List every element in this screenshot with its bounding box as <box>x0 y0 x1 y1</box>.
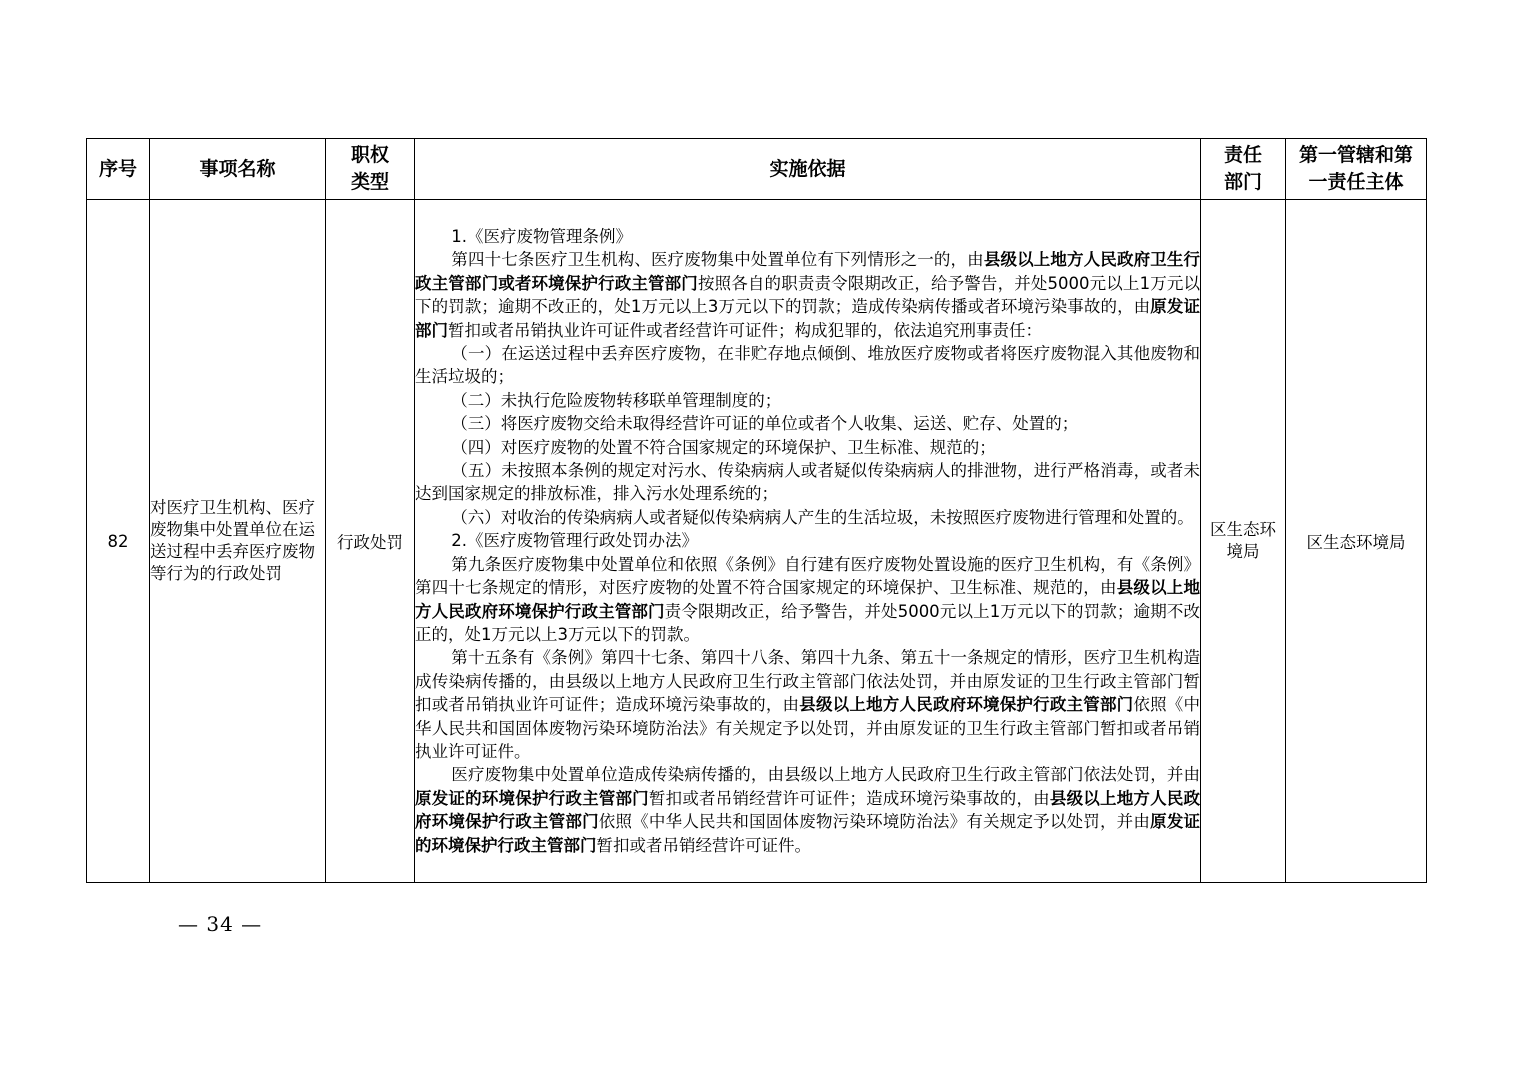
page-number: — 34 — <box>178 912 263 936</box>
header-item-name: 事项名称 <box>150 139 326 200</box>
basis-text: 依照《中华人民共和国固体废物污染环境防治法》有关规定予以处罚，并由 <box>598 812 1151 832</box>
basis-article-47 <box>415 248 1200 342</box>
cell-dept-text: 区生态环境局 <box>1209 520 1276 561</box>
header-power-type-text: 职权类型 <box>350 144 389 193</box>
header-first-subject-text: 第一管辖和第一责任主体 <box>1298 144 1413 193</box>
basis-clause-5: （五）未按照本条例的规定对污水、传染病病人或者疑似传染病病人的排泄物，进行严格消毒，或者未达到国家规定的排放标准，排入污水处理系统的； <box>415 461 1200 504</box>
basis-text: 按照各自的职责责令限期改正，给予警告，并处5000元以上1万元以下的罚款；逾期不改正的，处1万元以上3万元以下的罚款；造成传染病传播或者环境污染事故的，由 <box>415 273 1201 317</box>
basis-text: 医疗废物集中处置单位造成传染病传播的，由县级以上地方人民政府卫生行政主管部门依法处罚，并由 <box>451 765 1200 785</box>
basis-bold-text: 县级以上地方人民政府环境保护行政主管部门 <box>415 578 1201 621</box>
basis-text: 依照《中华人民共和国固体废物污染环境防治法》有关规定予以处罚，并由原发证的卫生行政主管部门暂扣或者吊销执业许可证件。 <box>415 695 1201 761</box>
basis-bold-text: 原发证的环境保护行政主管部门 <box>415 812 1201 855</box>
basis-law-title-2: 2.《医疗废物管理行政处罚办法》 <box>451 531 699 551</box>
basis-bold-text: 县级以上地方人民政府环境保护行政主管部门 <box>415 788 1201 832</box>
basis-clause-6: （六）对收治的传染病病人或者疑似传染病病人产生的生活垃圾，未按照医疗废物进行管理和处置的。 <box>451 507 1194 527</box>
header-power-type <box>326 139 415 200</box>
basis-article-15-cont <box>415 763 1200 857</box>
basis-text: 第四十七条医疗卫生机构、医疗废物集中处置单位有下列情形之一的，由 <box>451 250 984 270</box>
basis-bold-text: 县级以上地方人民政府环境保护行政主管部门 <box>799 695 1134 715</box>
basis-bold-text: 原发证的环境保护行政主管部门 <box>415 788 649 808</box>
cell-seq: 82 <box>87 200 150 883</box>
basis-article-9 <box>415 553 1200 647</box>
table-header-row <box>87 139 1427 200</box>
cell-first-subject: 区生态环境局 <box>1286 200 1427 883</box>
basis-text: 第九条医疗废物集中处置单位和依照《条例》自行建有医疗废物处置设施的医疗卫生机构，有《条例》第四十七条规定的情形，对医疗废物的处置不符合国家规定的环境保护、卫生标准、规范的，由 <box>415 554 1200 598</box>
cell-item-name: 对医疗卫生机构、医疗废物集中处置单位在运送过程中丢弃医疗废物等行为的行政处罚 <box>150 200 326 883</box>
penalty-table <box>86 138 1427 883</box>
basis-bold-text: 县级以上地方人民政府卫生行政主管部门或者环境保护行政主管部门 <box>415 250 1201 293</box>
basis-text: 责令限期改正，给予警告，并处5000元以上1万元以下的罚款；逾期不改正的，处1万元以上3万元以下的罚款。 <box>415 601 1200 644</box>
basis-law-title-1: 1.《医疗废物管理条例》 <box>451 227 633 247</box>
basis-text: 暂扣或者吊销执业许可证件或者经营许可证件；构成犯罪的，依法追究刑事责任： <box>448 320 1042 340</box>
basis-text: 暂扣或者吊销经营许可证件。 <box>596 835 811 855</box>
cell-basis <box>415 200 1201 883</box>
basis-text: 第十五条有《条例》第四十七条、第四十八条、第四十九条、第五十一条规定的情形，医疗卫生机构造成传染病传播的，由县级以上地方人民政府卫生行政主管部门依法处罚，并由原发证的卫生行政主管部门暂扣或者吊销执业许可证件；造成环境污染事故的，由 <box>415 648 1200 715</box>
basis-text: 暂扣或者吊销经营许可证件；造成环境污染事故的，由 <box>648 788 1050 808</box>
basis-clause-2: （二）未执行危险废物转移联单管理制度的； <box>451 390 782 410</box>
cell-dept <box>1201 200 1286 883</box>
table-row <box>87 200 1427 883</box>
header-basis: 实施依据 <box>415 139 1201 200</box>
cell-power-type: 行政处罚 <box>326 200 415 883</box>
basis-clause-4: （四）对医疗废物的处置不符合国家规定的环境保护、卫生标准、规范的； <box>451 437 996 457</box>
header-dept <box>1201 139 1286 200</box>
basis-clause-1: （一）在运送过程中丢弃医疗废物，在非贮存地点倾倒、堆放医疗废物或者将医疗废物混入其他废物和生活垃圾的； <box>415 344 1200 387</box>
basis-article-15 <box>415 646 1200 763</box>
basis-bold-text: 原发证部门 <box>415 297 1201 340</box>
header-first-subject <box>1286 139 1427 200</box>
basis-clause-3: （三）将医疗废物交给未取得经营许可证的单位或者个人收集、运送、贮存、处置的； <box>451 414 1079 434</box>
header-dept-text: 责任部门 <box>1223 144 1262 193</box>
header-seq: 序号 <box>87 139 150 200</box>
